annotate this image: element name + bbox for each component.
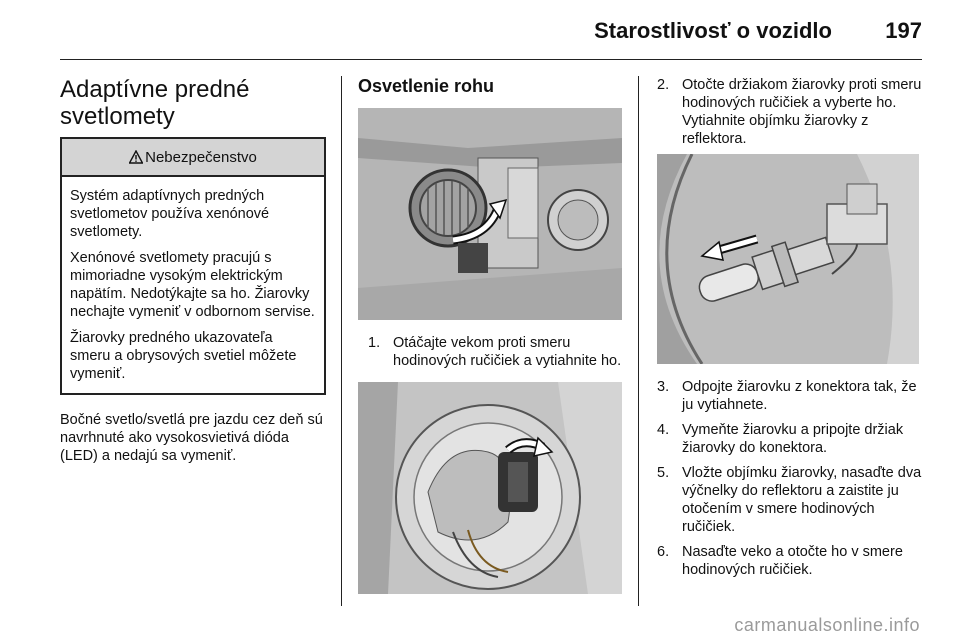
step-number: 1.: [368, 335, 381, 351]
step-3: [657, 378, 923, 414]
warning-paragraph: Systém adaptívnych predných svetlometov používa xenónové svetlomety.: [70, 188, 270, 240]
step-text: Vložte objímku žiarovky, nasaďte dva výčnelky do reflektoru a zaistite ju otočením v smere hodinových ručičiek.: [682, 465, 922, 535]
warning-body: [62, 177, 324, 393]
step-text: Odpojte žiarovku z konektora tak, že ju vytiahnete.: [682, 379, 917, 413]
step-1: [368, 334, 628, 370]
warning-label: Nebezpečenstvo: [145, 148, 257, 166]
warning-triangle-icon: [129, 150, 143, 164]
column-divider-2: [638, 76, 639, 606]
figure-bulb-removal: [657, 154, 919, 364]
section-title-line-2: svetlomety: [60, 103, 175, 130]
headlamp-cover-illustration: [358, 108, 622, 320]
warning-paragraph: Žiarovky predného ukazovateľa smeru a obrysových svetiel môžete vymeniť.: [70, 330, 297, 382]
step-6: [657, 543, 923, 579]
figure-headlamp-cover: [358, 108, 622, 320]
step-number: 4.: [657, 422, 670, 438]
column-divider-1: [341, 76, 342, 606]
step-number: 5.: [657, 465, 670, 481]
warning-box: [60, 137, 326, 395]
bulb-holder-illustration: [358, 382, 622, 594]
step-text: Nasaďte veko a otočte ho v smere hodinových ručičiek.: [682, 544, 903, 578]
warning-paragraph: Xenónové svetlomety pracujú s mimoriadne vysokým elektrickým napätím. Nedotýkajte sa ho. Žiarovky nechajte vymeniť v odbornom servise.: [70, 250, 315, 320]
step-text: Vymeňte žiarovku a pripojte držiak žiarovky do konektora.: [682, 422, 904, 456]
step-4: [657, 421, 923, 457]
middle-column: [358, 76, 622, 594]
watermark: carmanualsonline.info: [734, 615, 920, 635]
page-header: [60, 14, 922, 54]
page-number: 197: [885, 18, 922, 43]
led-note: Bočné svetlo/svetlá pre jazdu cez deň sú navrhnuté ako vysokosvietivá dióda (LED) a nedajú sa vymeniť.: [60, 412, 323, 464]
step-text: Otočte držiakom žiarovky proti smeru hodinových ručičiek a vyberte ho. Vytiahnite objímku žiarovky z reflektora.: [682, 77, 922, 147]
section-title: [60, 76, 326, 130]
step-2: [657, 76, 923, 148]
step-text: Otáčajte vekom proti smeru hodinových ručičiek a vytiahnite ho.: [393, 335, 622, 369]
figure-bulb-holder: [358, 382, 622, 594]
left-column: [60, 76, 326, 465]
subsection-title: Osvetlenie rohu: [358, 76, 495, 96]
step-number: 2.: [657, 77, 670, 93]
step-5: [657, 464, 923, 536]
warning-header: [62, 139, 324, 177]
right-column: [657, 76, 923, 586]
step-number: 3.: [657, 379, 670, 395]
header-divider: [60, 59, 922, 60]
section-title-line-1: Adaptívne predné: [60, 76, 250, 103]
chapter-title: Starostlivosť o vozidlo: [594, 18, 832, 43]
bulb-removal-illustration: [657, 154, 919, 364]
step-number: 6.: [657, 544, 670, 560]
